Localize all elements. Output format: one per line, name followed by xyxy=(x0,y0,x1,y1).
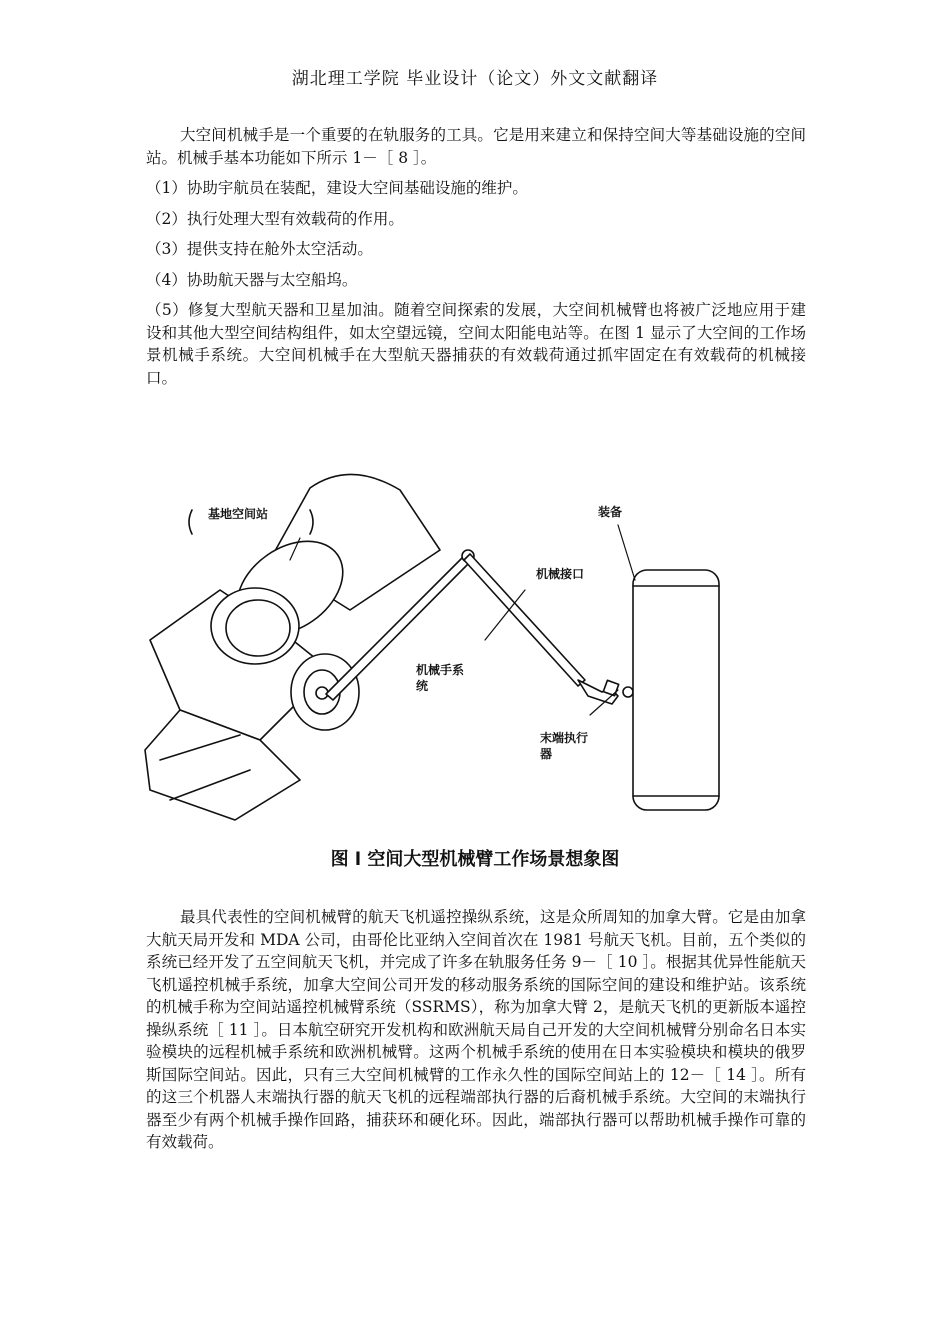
label-effector: 末端执行 xyxy=(540,731,589,745)
label-manipulator-cont: 统 xyxy=(416,679,429,693)
label-station: 基地空间站 xyxy=(208,507,269,521)
intro-paragraph: 大空间机械手是一个重要的在轨服务的工具。它是用来建立和保持空间大等基础设施的空间站。机械手基本功能如下所示 1－［ 8 ］。 xyxy=(146,126,806,167)
label-interface: 机械接口 xyxy=(536,567,585,581)
body-paragraph: 最具代表性的空间机械臂的航天飞机遥控操纵系统，这是众所周知的加拿大臂。它是由加拿大航天局开发和 MDA 公司，由哥伦比亚纳入空间首次在 1981 号航天飞机。目前，五个类似的系统已经开发了五空间航天飞机，并完成了许多在轨服务任务 9－［ 10 ］。根据其优异性能航天飞机遥控机械手系统，加拿大空间公司开发的移动服务系统的国际空间的建设和维护站。该系统的机械手称为空间站遥控机械臂系统（SSRMS），称为加拿大臂 2，是航天飞机的更新版本遥控操纵系统［ 11 ］。日本航空研究开发机构和欧洲航天局自己开发的大空间机械臂分别命名日本实验模块的远程机械手系统和欧洲机械臂。这两个机械手系统的使用在日本实验模块和模块的俄罗斯国际空间站。因此，只有三大空间机械臂的工作永久性的国际空间站上的 12－［ 14 ］。所有的这三个机器人末端执行器的航天飞机的远程端部执行器的后裔机械手系统。大空间的末端执行器至少有两个机械手操作回路，捕获环和硬化环。因此，端部执行器可以帮助机械手操作可靠的有效载荷。 xyxy=(146,908,806,1151)
list-item: （1）协助宇航员在装配，建设大空间基础设施的维护。 xyxy=(146,179,528,197)
list-item: （2）执行处理大型有效载荷的作用。 xyxy=(146,209,404,228)
list-item: （5）修复大型航天器和卫星加油。随着空间探索的发展，大空间机械臂也将被广泛地应用于建设和其他大型空间结构组件，如太空望远镜，空间太阳能电站等。在图 1 显示了大空间的工作场景机械手系统。大空间机械手在大型航天器捕获的有效载荷通过抓牢固定在有效载荷的机械接口。 xyxy=(146,301,806,387)
label-manipulator: 机械手系 xyxy=(416,663,465,677)
list-item: （3）提供支持在舱外太空活动。 xyxy=(146,240,373,258)
equipment-payload xyxy=(633,570,719,810)
figure-caption: 图 l 空间大型机械臂工作场景想象图 xyxy=(330,849,620,870)
main-section xyxy=(146,906,806,1154)
intro-section xyxy=(146,124,806,389)
label-equipment: 装备 xyxy=(598,505,623,519)
leader-equipment xyxy=(618,525,635,580)
list-item: （4）协助航天器与太空船坞。 xyxy=(146,270,358,289)
figure-1 xyxy=(140,460,810,840)
page-header: 湖北理工学院 毕业设计（论文）外文文献翻译 xyxy=(291,69,659,89)
station-module-lower xyxy=(145,710,300,820)
label-effector-cont: 器 xyxy=(540,747,553,761)
space-manipulator-illustration xyxy=(140,460,810,840)
